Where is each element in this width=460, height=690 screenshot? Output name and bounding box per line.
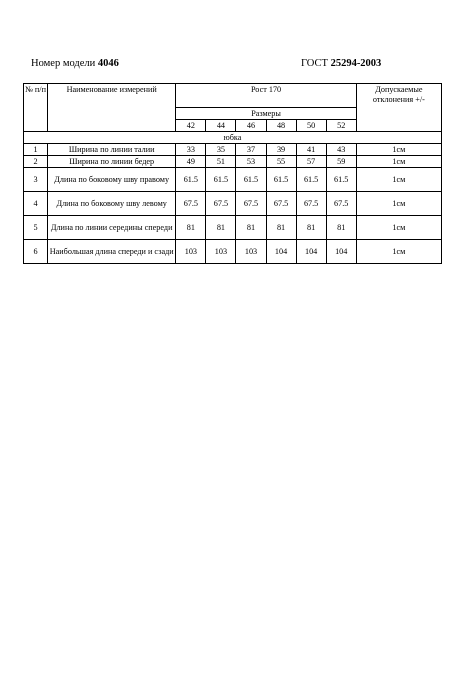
value-cell: 81 (206, 216, 236, 240)
value-cell: 81 (296, 216, 326, 240)
value-cell: 61.5 (326, 168, 356, 192)
value-cell: 103 (236, 240, 266, 264)
row-name: Ширина по линии талии (48, 144, 176, 156)
model-number: 4046 (97, 58, 119, 69)
gost-label: ГОСТ (301, 58, 328, 69)
value-cell: 39 (266, 144, 296, 156)
value-cell: 67.5 (176, 192, 206, 216)
size-cell: 46 (236, 120, 266, 132)
table-row (24, 192, 442, 216)
row-name: Наибольшая длина спереди и сзади (48, 240, 176, 264)
value-cell: 57 (296, 156, 326, 168)
row-name: Длина по боковому шву правому (48, 168, 176, 192)
model-label: Номер модели (31, 58, 96, 69)
value-cell: 67.5 (206, 192, 236, 216)
tolerance-cell: 1см (356, 216, 441, 240)
value-cell: 67.5 (326, 192, 356, 216)
value-cell: 37 (236, 144, 266, 156)
col-tolerance-header: Допускаемые отклонения +/- (356, 84, 441, 132)
value-cell: 43 (326, 144, 356, 156)
value-cell: 81 (236, 216, 266, 240)
value-cell: 104 (296, 240, 326, 264)
value-cell: 41 (296, 144, 326, 156)
section-label: юбка (24, 132, 442, 144)
size-cell: 44 (206, 120, 236, 132)
value-cell: 81 (266, 216, 296, 240)
table-row (24, 168, 442, 192)
row-num: 1 (24, 144, 48, 156)
value-cell: 67.5 (236, 192, 266, 216)
size-cell: 42 (176, 120, 206, 132)
section-row (24, 132, 442, 144)
value-cell: 81 (176, 216, 206, 240)
value-cell: 103 (206, 240, 236, 264)
tolerance-cell: 1см (356, 156, 441, 168)
value-cell: 103 (176, 240, 206, 264)
value-cell: 33 (176, 144, 206, 156)
table-row (24, 156, 442, 168)
value-cell: 104 (266, 240, 296, 264)
row-name: Ширина по линии бедер (48, 156, 176, 168)
row-name: Длина по боковому шву левому (48, 192, 176, 216)
col-height-header: Рост 170 (176, 84, 356, 108)
tolerance-cell: 1см (356, 192, 441, 216)
value-cell: 67.5 (296, 192, 326, 216)
sizes-label: Размеры (176, 108, 356, 120)
row-num: 5 (24, 216, 48, 240)
row-name: Длина по линии середины спереди (48, 216, 176, 240)
table-row (24, 216, 442, 240)
value-cell: 104 (326, 240, 356, 264)
value-cell: 61.5 (266, 168, 296, 192)
measurement-table (23, 83, 442, 264)
value-cell: 61.5 (296, 168, 326, 192)
col-num-header: № п/п (24, 84, 48, 132)
value-cell: 35 (206, 144, 236, 156)
table-row (24, 144, 442, 156)
value-cell: 49 (176, 156, 206, 168)
table-row (24, 240, 442, 264)
value-cell: 61.5 (176, 168, 206, 192)
value-cell: 53 (236, 156, 266, 168)
value-cell: 51 (206, 156, 236, 168)
tolerance-cell: 1см (356, 144, 441, 156)
gost-number: 25294-2003 (330, 58, 382, 69)
size-cell: 48 (266, 120, 296, 132)
tolerance-cell: 1см (356, 240, 441, 264)
row-num: 4 (24, 192, 48, 216)
row-num: 2 (24, 156, 48, 168)
gost-line (301, 58, 381, 69)
row-num: 3 (24, 168, 48, 192)
header-row (24, 84, 442, 108)
size-cell: 52 (326, 120, 356, 132)
value-cell: 61.5 (206, 168, 236, 192)
col-name-header: Наименование измерений (48, 84, 176, 132)
value-cell: 61.5 (236, 168, 266, 192)
value-cell: 67.5 (266, 192, 296, 216)
tolerance-cell: 1см (356, 168, 441, 192)
value-cell: 81 (326, 216, 356, 240)
model-number-line (31, 58, 119, 69)
value-cell: 59 (326, 156, 356, 168)
value-cell: 55 (266, 156, 296, 168)
row-num: 6 (24, 240, 48, 264)
size-cell: 50 (296, 120, 326, 132)
